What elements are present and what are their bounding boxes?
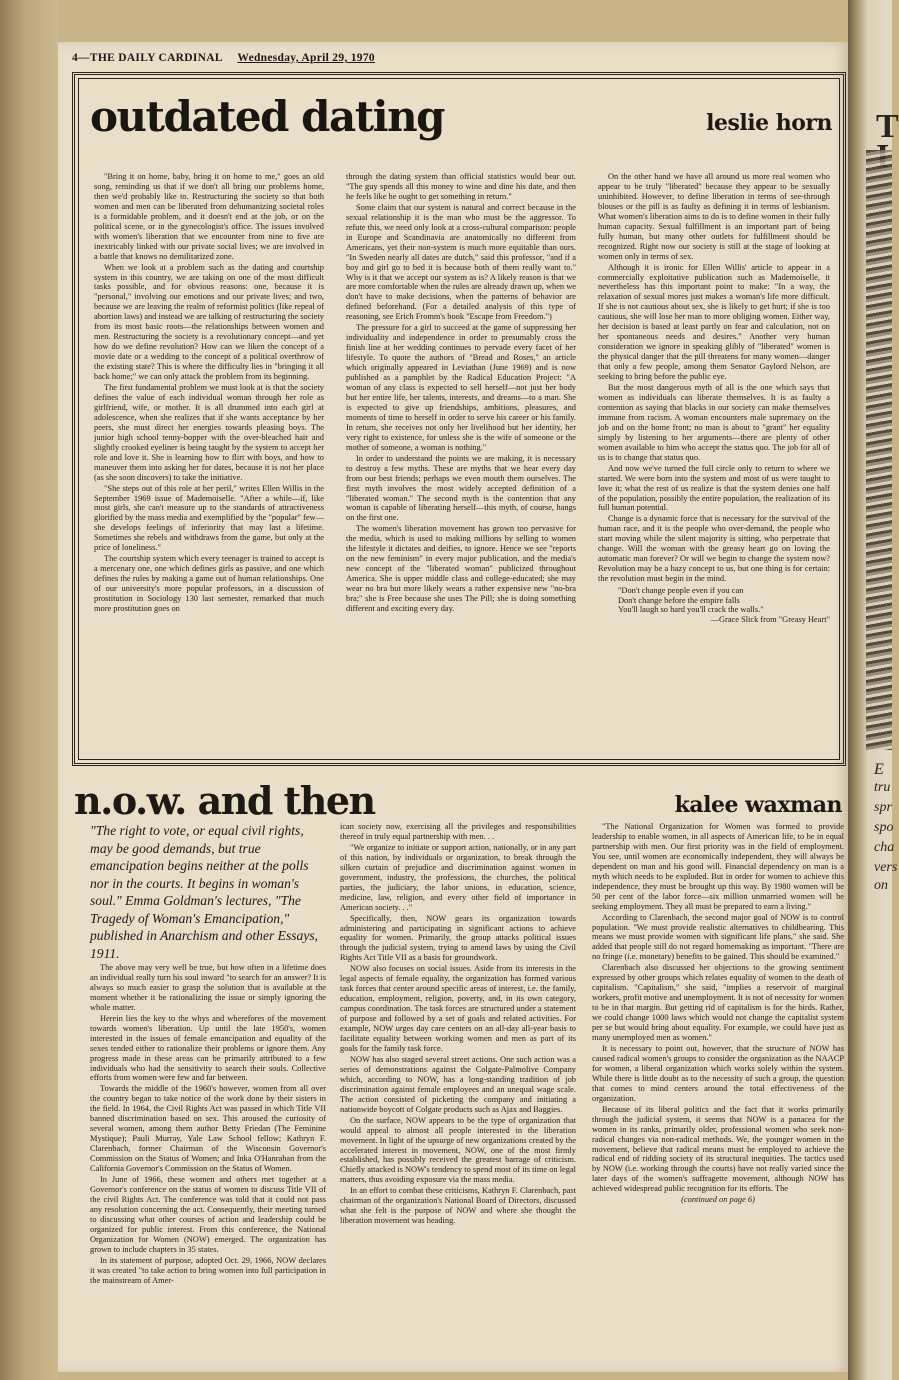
quote-line: You'll laugh so hard you'll crack the walls.": [618, 605, 764, 615]
article-1-column-2: [346, 172, 576, 758]
adjacent-fragment: T: [876, 108, 899, 145]
paragraph: "She steps out of this role at her peril," writes Ellen Willis in the September 1969 issue of Mademoiselle. "After a while—if, like most girls, she can't measure up to the standards of attractiveness glorified by the mass media and exemplified by the "popular" few—she develops feelings of inferiority that may last a lifetime. Sometimes she rebels and withdraws from the game, but only at the price of loneliness.": [94, 483, 324, 553]
paragraph: "Bring it on home, baby, bring it on home to me," goes an old song, reminding us that if we don't all bring our problems home, then we'd probably like to. Restructuring the society so that both women and men can be liberated from dehumanizing societal roles is a formidable problem, and it doesn't end at the job, or on the political scene, or in the gynecologist's office. The issues involved with women's liberation that we encounter from nine to five are inextricably linked with our private social lives; we are involved in a battle that knows no demilitarized zone.: [94, 172, 324, 261]
article-1-column-3: [598, 172, 830, 758]
paragraph: In order to understand the points we are making, it is necessary to destroy a few myths. These are myths that we hear every day from our best friends; perhaps we even mouth them ourselves. The first myth involves the most widely accepted definition of a "liberated woman." The second myth is the contention that any woman is capable of liberating herself—this myth, of course, hangs on the first one.: [346, 453, 576, 523]
quote-line: Don't change before the empire falls: [618, 595, 740, 605]
article-2-column-3: [592, 822, 844, 1372]
article-2-column-2: [340, 822, 576, 1372]
left-page-edge: [0, 0, 58, 1380]
paragraph: And now we've turned the full circle only to return to where we started. We were born into the system and most of us were taught to love it; what the rest of us realize is that the system denies one half of the population, possibly the entire population, the realization of its full human potential.: [598, 463, 830, 513]
paragraph: NOW has also staged several street actions. One such action was a series of demonstrations against the Colgate-Palmolive Company which, according to NOW, has a long-standing tradition of job discrimination against female employees and an unequal wage scale. The action consisted of picketing the company and initiating a nationwide boycott of Colgate products such as Ajax and Baggies.: [340, 1054, 576, 1114]
article-2-byline: kalee waxman: [674, 792, 842, 818]
adjacent-fragment: tru: [874, 780, 891, 795]
article-1-column-1: [94, 172, 324, 758]
paragraph: ican society now, exercising all the privileges and responsibilities thereof in truly equal partnership with men. . .: [340, 822, 576, 841]
adjacent-photo: [866, 150, 892, 750]
paragraph: The pressure for a girl to succeed at the game of suppressing her individuality and independence in order to presumably cross the finish line at her wedding continues to pervade every facet of her lifestyle. To quote the authors of "Bread and Roses," an article which originally appeared in Leviathan (June 1969) and is now published as a pamphlet by the Radical Education Project: "A woman of any class is expected to sell herself—not just her body but her entire life, her talents, interests, and dreams—to a man. She is expected to give up friendships, ambitions, pleasures, and moments of time to herself in order to serve his career or his family. In return, she receives not only her livelihood but her identity, her very right to existence, for unless she is the wife of someone or the mother of someone, a woman is nothing.": [346, 323, 576, 452]
paragraph: The above may very well be true, but how often in a lifetime does an individual really turn his soul inward "to search for an answer? It is always so much easier to grasp the solution that is available at the moment whether it be rationalizing the issue or simply ignoring the whole matter.: [90, 963, 326, 1012]
quote-attribution: —Grace Slick from "Greasy Heart": [710, 614, 830, 624]
adjacent-fragment: cha: [874, 840, 895, 855]
paragraph: In its statement of purpose, adopted Oct. 29, 1966, NOW declares it was created "to take action to bring women into full participation in the mainstream of Amer-: [90, 1255, 326, 1285]
paragraph: When we look at a problem such as the dating and courtship system in this country, we are taking on one of the most difficult tasks possible, and for obvious reasons: one, because it is "personal," involving our emotions and our private lives; and two, because we are leaving the realm of reformist politics (like repeal of abortion laws) and instead we are talking of restructuring the society from its most basic roots—the relationships between women and men. Restructuring the society is a revolutionary concept—and yet how do we define revolution? How can we liken the concept of a movie date or a wedding to the concept of a political overthrow of the existing state? This is where the difficulty lies in "bringing it all back home;" we can only attack the problem from its beginning.: [94, 262, 324, 382]
article-1-title: outdated dating: [90, 92, 444, 141]
adjacent-fragment: spo: [874, 820, 894, 835]
continued-note[interactable]: (continued on page 6): [681, 1195, 755, 1205]
masthead: [72, 52, 842, 68]
paragraph: The women's liberation movement has grown too pervasive for the media, which is used to making millions by selling to women the lifestyle it dictates and deifies, to ignore. Hence we see "reports on the new feminism" in every major publication, and the media's new concept of the "liberated woman" publicized throughout America. She is upper middle class and college-educated; she may wear no bra but more likely wears a rather expensive new "no-bra bra;" she is Free because she uses The Pill; she is doing something different and exciting every day.: [346, 524, 576, 613]
paragraph: Because of its liberal politics and the fact that it works primarily through the judicial system, it seems that NOW is a panacea for the women in its ranks, primarily older, professional women who seek non-radical changes via non-radical methods. We, the younger women in the movement, believe that radical means must be employed to achieve the radical end of ridding society of its structural inequities. The tactics used by NOW (i.e. working through the courts) have not really varied since the later days of the women's suffragette movement, although NOW has achieved widespread public recognition for its efforts. The: [592, 1104, 844, 1194]
adjacent-fragment: vers: [874, 860, 898, 875]
paragraph: On the other hand we have all around us more real women who appear to be truly "liberated" because they appear to be sexually uninhibited. However, to define liberation in terms of see-through blouses or the pill is as faulty as defining it in terms of lesbianism. What women's liberation aims to do is to define women in their fully human capacity. Sexual fulfillment is an important part of being fully human, but many other outlets for fulfillment should be recognized. Right now our society is still at the stage of looking at women only in terms of sex.: [598, 172, 830, 261]
paragraph: The courtship system which every teenager is trained to accept is a mercenary one, one which defines girls as passive, and one which defines the rules by making a game out of human relationships. One of our university's more popular professors, in a discussion of prostitution in Sociology 130 last semester, remarked that much more prostitution goes on: [94, 554, 324, 613]
quote-line: "Don't change people even if you can: [618, 586, 744, 596]
paragraph: It is necessary to point out, however, that the structure of NOW has caused radical women's groups to consider the organization as the NAACP for women, a liberal organization which works solely within the system. While there is little doubt as to the necessity of such a group, the question that comes to mind centers around the total effectiveness of the organization.: [592, 1043, 844, 1103]
paragraph: Although it is ironic for Ellen Willis' article to appear in a commercially exploitative publication such as Mademoiselle, it nevertheless has this important point to make: "In a way, the relaxation of sexual mores just makes a woman's life more difficult. If she is not cautious about sex, she is likely to get hurt; if she is too cautious, she will lose her man to more obliging women. Either way, her decision is based at least partly on fear and calculation, not on her spontaneous needs and desires." Another very human consideration we ignore in speaking glibly of "liberated" women is the physical danger that the pill threatens for many women—danger that only a few people, among them Senator Gaylord Nelson, are seeking to bring before the public eye.: [598, 262, 830, 382]
paragraph: In an effort to combat these criticisms, Kathryn F. Clarenbach, past chairman of the organization's National Board of Directors, discussed what she felt is the purpose of NOW and where she thought the liberation movement was heading.: [340, 1186, 576, 1226]
article-2-column-1: [90, 822, 326, 1372]
epigraph: "The right to vote, or equal civil rights, may be good demands, but true emancipation begins neither at the polls nor in the courts. It begins in woman's soul." Emma Goldman's lectures, "The Tragedy of Woman's Emancipation," published in Anarchism and other Essays, 1911.: [90, 823, 319, 961]
paragraph: Clarenbach also discussed her objections to the growing sentiment expressed by other groups which relates equality of women to the death of capitalism. "Capitalism," she said, "implies a reservoir of marginal workers, profit motive and unemployment. It is not of necessity for women to be in that margin. But getting rid of capitalism is for the birds. Rather, we could change 1000 laws which would not change the capitalist system per se but would bring about equality. For example, we could have just as many unemployed men as women.": [592, 963, 844, 1043]
paragraph: through the dating system than official statistics would bear out. "The guy spends all this money to wine and dine his date, and then he feels like he ought to get something in return.": [346, 172, 576, 201]
article-1-byline: leslie horn: [706, 110, 832, 136]
paragraph: "The National Organization for Women was formed to provide leadership to enable women, in all aspects of American life, to be in equal partnership with men. Our first priority was in the field of employment. You see, until women are economically independent, they will always be dependent on man and his good will. Financial dependency on man is a myth which needs to be exploded. But in order for women to achieve this independence, they must be brought up this way. By 1980 women will be 50 per cent of the labor force—six million unmarried women will be seeking employment. They all must be prepared to earn a living.": [592, 822, 844, 911]
issue-date: Wednesday, April 29, 1970: [237, 52, 375, 64]
paragraph: The first fundamental problem we must look at is that the society defines the value of each individual woman through her role as girlfriend, wife, or mother. It is all drummed into each girl at adolescence, when she realizes that if she wants acceptance by her peers, she must direct her energies towards pleasing boys. The junior high school tenny-bopper with the over-bleached hair and slightly crooked eyeliner is being taught by the system to accept her role and love it. She is learning how to flirt with boys, and how to maneuver them into asking her for dates, because it is not her place (as she soon discovers) to take the initiative.: [94, 383, 324, 482]
paragraph: Change is a dynamic force that is necessary for the survival of the human race, and it is the people who over-demand, the people who start moving while the silent majority is sitting, who perpetrate that change. Will the woman with the greasy heart go on loving the automatic man forever? Or will we begin to change the system now? Revolution may be a hazy concept to us, but one thing is for certain: the revolution must begin in the mind.: [598, 514, 830, 584]
adjacent-fragment: on: [874, 878, 888, 893]
paragraph: In June of 1966, these women and others met together at a Governor's conference on the status of women to discuss Title VII of the civil Rights Act. The conference was told that it could not pass any resolution concerning the act. Consequently, their meeting turned to discussing what other courses of action and leadership could be organized for public interest. From this conference, the National Organization for Women (NOW) emerged. The organization has grown to include chapters in 35 states.: [90, 1175, 326, 1254]
adjacent-fragment: E: [874, 761, 884, 778]
paragraph: Herein lies the key to the whys and wherefores of the movement towards women's liberation. Up until the late 1950's, women interested in the issues of female emancipation and equality of the sexes tended either to rationalize their problems or ignore them. Any progress made in these areas can be primarily attributed to a few individuals who had the sensitivity to search their souls. Collective efforts from women were few and far between.: [90, 1013, 326, 1083]
adjacent-page-edge: [848, 0, 899, 1380]
adjacent-fragment: spr: [874, 800, 892, 815]
page-label: 4—THE DAILY CARDINAL: [72, 52, 223, 64]
paragraph: According to Clarenbach, the second major goal of NOW is to control population. "We must provide realistic alternatives to childbearing. This means we must provide women with significant life plans," she said. She added that people still do not regard homemaking as important. "There are no fringe (i.e. monetary) benefits to be gained. This should be examined.": [592, 912, 844, 962]
paragraph: But the most dangerous myth of all is the one which says that women as individuals can liberate themselves. It is as faulty a contention as saying that blacks in our society can make themselves immune from racism. A woman encounters male supremacy on the job and on the home front; no man is about to "grant" her equality simply by listening to her arguments—there are plenty of other women available to him who accept the status quo. The job for all of us is to change that status quo.: [598, 383, 830, 462]
paragraph: Some claim that our system is natural and correct because in the sexual relationship it is the man who must be the aggressor. To refute this, we need only look at a cross-cultural comparison: people in Europe and Scandinavia are anatomically no different from Americans, yet their non-system is much more equitable than ours. "In Sweden nearly all dates are dutch," said this professor, "and if a boy and girl go to bed it is because both of them really want to." Why is it that we accept our system as is? A likely reason is that we are more comfortable when the rules are already drawn up, when we don't have to make decisions, when the patterns of behavior are defined beforehand. (For a detailed analysis of this type of reasoning, see Erich Fromm's book "Escape from Freedom."): [346, 202, 576, 322]
paragraph: Towards the middle of the 1960's however, women from all over the country began to take notice of the work done by their sisters in the field. In 1964, the Civil Rights Act was passed in which Title VII banned discrimination based on sex. This aroused the curiosity of several women, among them author Betty Friedan (The Feminine Mystique); Pauli Murray, Yale Law School fellow; Kathryn F. Clarenbach, former Chairman of the Wisconsin Governor's Commission on the Status of Women; and Inka O'Hanrahan from the California Governor's Commission on the Status of Women.: [90, 1084, 326, 1174]
paragraph: Specifically, then, NOW gears its organization towards administering and participating in significant actions to achieve equality for women. Primarily, the group attacks political issues through the judicial system, trying to amend laws by using the Civil Rights Act Title VII as a basis for groundwork.: [340, 913, 576, 963]
article-2-title: n.o.w. and then: [74, 778, 375, 823]
paragraph: On the surface, NOW appears to be the type of organization that would appeal to almost all people interested in the liberation movement. In light of the upsurge of new organizations created by the accelerated interest in movement, NOW, one of the most firmly established, has possibly received the greatest barrage of criticism. Chiefly attacked is NOW's tendency to spend most of its time on legal matters, thus avoiding exposure via the mass media.: [340, 1115, 576, 1185]
paragraph: NOW also focuses on social issues. Aside from its interests in the legal aspects of female equality, the organization has formed various task forces that center around specific areas of interest, i.e. the family, education, employment, religion, poverty, and, in its own category, campus coordination. The task forces are structured under a statement of purpose and followed by a set of goals and related activities. For example, NOW urges day care centers on an all-day all-year basis to facilitate equality between working women and men as part of its goals for the family task force.: [340, 964, 576, 1053]
paragraph: "We organize to initiate or support action, nationally, or in any part of this nation, by individuals or organization, to break through the silken curtain of prejudice and discrimination against women in government, industry, the professions, the churches, the political parties, the judiciary, the labor unions, in education, science, medicine, law, religion, and every other field of importance in American society. . .": [340, 842, 576, 912]
song-quote: [618, 586, 830, 624]
